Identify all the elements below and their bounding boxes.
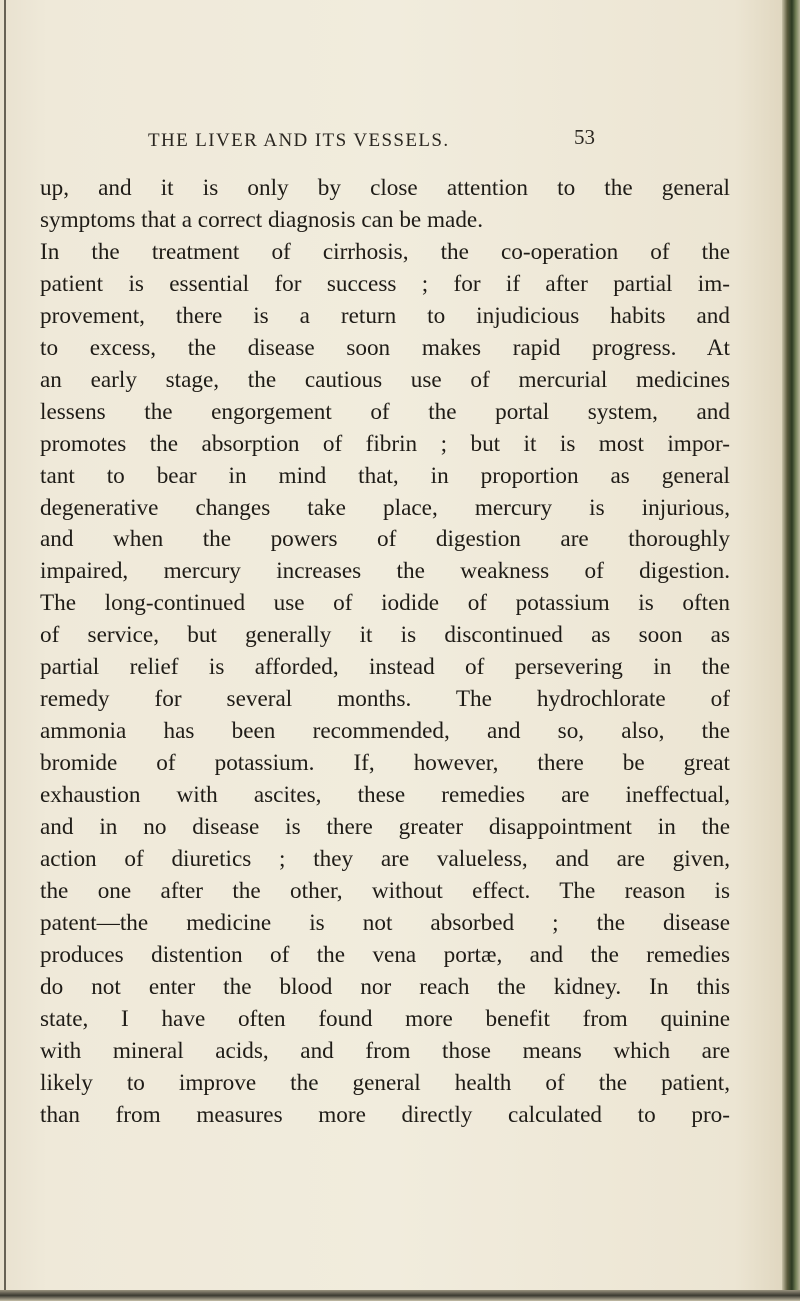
text-line: In the treatment of cirrhosis, the co-operation of the — [40, 238, 730, 265]
text-line: patent—the medicine is not absorbed ; the disease — [40, 909, 730, 936]
text-line: the one after the other, without effect. The reason is — [40, 877, 730, 904]
text-line: action of diuretics ; they are valueless, and are given, — [40, 846, 730, 873]
text-line: The long-continued use of iodide of potassium is often — [40, 590, 730, 617]
book-binding-edge — [782, 0, 800, 1301]
text-line: than from measures more directly calculated to pro- — [40, 1101, 730, 1128]
text-line: to excess, the disease soon makes rapid progress. At — [40, 334, 730, 361]
text-line: do not enter the blood nor reach the kidney. In this — [40, 973, 730, 1000]
text-line: with mineral acids, and from those means which are — [40, 1037, 730, 1064]
page-number: 53 — [574, 125, 595, 149]
text-line: patient is essential for success ; for if after partial im- — [40, 270, 730, 297]
text-line: and when the powers of digestion are thoroughly — [40, 526, 730, 553]
text-line: symptoms that a correct diagnosis can be made. — [40, 206, 484, 233]
text-line: bromide of potassium. If, however, there be great — [40, 750, 730, 777]
text-line: up, and it is only by close attention to the general — [40, 175, 730, 201]
text-line: lessens the engorgement of the portal system, and — [40, 398, 730, 425]
text-line: and in no disease is there greater disappointment in the — [40, 814, 730, 841]
text-line: produces distention of the vena portæ, and the remedies — [40, 941, 730, 968]
text-line: of service, but generally it is discontinued as soon as — [40, 622, 730, 649]
text-line: degenerative changes take place, mercury is injurious, — [40, 494, 730, 521]
body-text — [40, 173, 730, 1132]
text-line: an early stage, the cautious use of mercurial medicines — [40, 366, 730, 393]
page-bottom-edge — [0, 1290, 800, 1301]
text-line: provement, there is a return to injudicious habits and — [40, 302, 730, 329]
text-line: partial relief is afforded, instead of persevering in the — [40, 654, 730, 681]
text-line: tant to bear in mind that, in proportion as general — [40, 462, 730, 489]
text-line: ammonia has been recommended, and so, also, the — [40, 718, 730, 745]
page-left-rule — [4, 0, 6, 1290]
text-line: state, I have often found more benefit from quinine — [40, 1005, 730, 1032]
text-line: remedy for several months. The hydrochlorate of — [40, 686, 730, 713]
text-line: impaired, mercury increases the weakness of digestion. — [40, 558, 730, 585]
text-line: exhaustion with ascites, these remedies are ineffectual, — [40, 782, 730, 809]
running-title: THE LIVER AND ITS VESSELS. — [148, 130, 450, 151]
text-line: promotes the absorption of fibrin ; but it is most impor- — [40, 430, 730, 457]
text-line: likely to improve the general health of the patient, — [40, 1069, 730, 1096]
